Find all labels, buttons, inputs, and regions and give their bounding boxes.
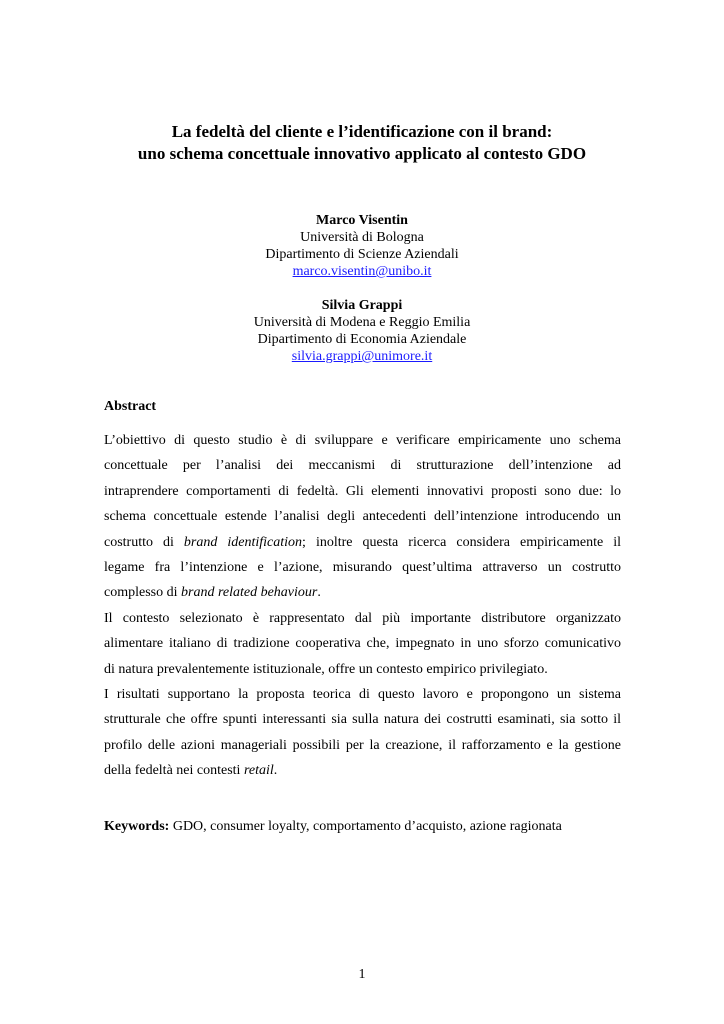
author-university: Università di Modena e Reggio Emilia (253, 315, 471, 330)
abstract-line: profilo delle azioni manageriali possibili per la creazione, il rafforzamento e la gestione (104, 737, 621, 753)
author-university: Università di Bologna (300, 230, 424, 245)
abstract-line (104, 580, 621, 605)
abstract-text: della fedeltà nei contesti (104, 763, 244, 779)
page-number: 1 (358, 967, 366, 982)
abstract-line: concettuale per l’analisi dei meccanismi di strutturazione dell’intenzione ad (104, 458, 621, 474)
abstract-italic-term: retail (243, 763, 274, 779)
abstract-italic-term: brand identification (183, 534, 303, 550)
author-block-2 (160, 297, 564, 365)
abstract-body (104, 428, 621, 783)
abstract-line (104, 758, 621, 783)
abstract-italic-term: brand related behaviour (181, 585, 318, 601)
title-line-1: La fedeltà del cliente e l’identificazione con il brand: (171, 122, 553, 141)
keywords-label: Keywords: (104, 819, 170, 834)
abstract-text: . (317, 585, 321, 601)
title-line-2: uno schema concettuale innovativo applicato al contesto GDO (137, 144, 587, 163)
abstract-heading: Abstract (104, 399, 157, 414)
author-name: Marco Visentin (316, 213, 408, 228)
abstract-line: alimentare italiano di tradizione cooperativa che, impegnato in uno sforzo comunicativo (104, 636, 621, 652)
abstract-line: strutturale che offre spunti interessanti sia sulla natura dei costrutti esaminati, sia sotto il (104, 712, 621, 728)
abstract-text: complesso di (104, 585, 181, 601)
abstract-line: schema concettuale estende l’analisi degli antecedenti dell’intenzione introducendo un (104, 509, 621, 525)
abstract-text: costrutto di (104, 534, 184, 550)
abstract-line: I risultati supportano la proposta teorica di questo lavoro e propongono un sistema (104, 686, 621, 702)
author-department: Dipartimento di Scienze Aziendali (265, 247, 459, 262)
abstract-line: legame fra l’intenzione e l’azione, misurando quest’ultima attraverso un costrutto (104, 559, 621, 575)
author-block-1 (160, 212, 564, 280)
author-name: Silvia Grappi (321, 298, 403, 313)
abstract-text: ; inoltre questa ricerca considera empiricamente il (302, 534, 622, 550)
author-email-link[interactable]: silvia.grappi@unimore.it (291, 349, 433, 364)
paper-title (60, 121, 664, 165)
keywords-text: GDO, consumer loyalty, comportamento d’acquisto, azione ragionata (169, 819, 562, 834)
abstract-line: intraprendere comportamenti di fedeltà. Gli elementi innovativi proposti sono due: lo (104, 483, 621, 499)
author-department: Dipartimento di Economia Aziendale (257, 332, 467, 347)
author-email-link[interactable]: marco.visentin@unibo.it (292, 264, 432, 279)
abstract-line: di natura prevalentemente istituzionale, offre un contesto empirico privilegiato. (104, 661, 548, 677)
abstract-line: L’obiettivo di questo studio è di sviluppare e verificare empiricamente uno schema (104, 433, 621, 448)
abstract-line: Il contesto selezionato è rappresentato dal più importante distributore organizzato (104, 610, 621, 626)
abstract-line (104, 530, 621, 555)
abstract-text: . (273, 763, 278, 779)
keywords-line (104, 818, 562, 835)
